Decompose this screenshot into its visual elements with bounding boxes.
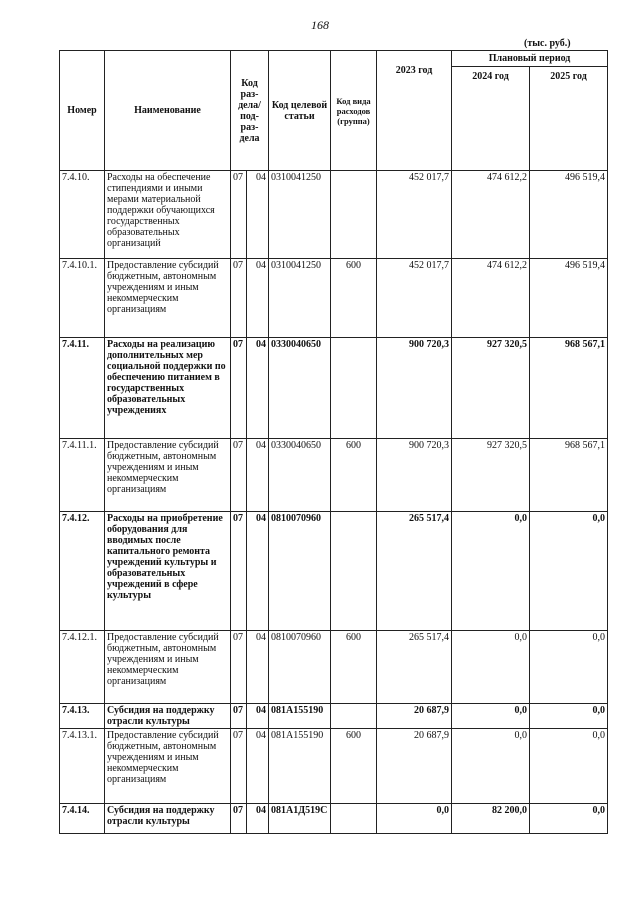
row-subsection-code: 04: [247, 259, 269, 338]
row-amount-2023: 20 687,9: [377, 729, 452, 804]
row-section-code: 07: [231, 804, 247, 834]
row-amount-2024: 927 320,5: [452, 439, 530, 512]
table-row: [60, 338, 608, 439]
budget-table: [59, 50, 608, 834]
row-target-code: 0810070960: [269, 631, 331, 704]
row-expense-type-code: 600: [331, 259, 377, 338]
row-amount-2025: 968 567,1: [530, 439, 608, 512]
row-section-code: 07: [231, 729, 247, 804]
units-label: (тыс. руб.): [524, 38, 571, 49]
header-number: Номер: [60, 51, 105, 171]
row-amount-2023: 452 017,7: [377, 171, 452, 259]
row-expense-type-code: [331, 171, 377, 259]
header-expense-type-code: Код вида расходов (группа): [331, 51, 377, 171]
header-section-code: Код раз-дела/ под-раз-дела: [231, 51, 269, 171]
row-subsection-code: 04: [247, 704, 269, 729]
row-target-code: 0330040650: [269, 439, 331, 512]
row-number: 7.4.10.: [60, 171, 105, 259]
row-expense-type-code: [331, 804, 377, 834]
table-row: [60, 631, 608, 704]
row-amount-2023: 265 517,4: [377, 512, 452, 631]
row-name: Предоставление субсидий бюджетным, автономным учреждениям и иным некоммерческим организациям: [105, 631, 231, 704]
row-number: 7.4.14.: [60, 804, 105, 834]
row-expense-type-code: [331, 512, 377, 631]
header-2024: 2024 год: [452, 67, 530, 171]
table-row: [60, 704, 608, 729]
row-number: 7.4.13.1.: [60, 729, 105, 804]
row-target-code: 0810070960: [269, 512, 331, 631]
row-subsection-code: 04: [247, 439, 269, 512]
row-number: 7.4.11.1.: [60, 439, 105, 512]
row-section-code: 07: [231, 631, 247, 704]
row-section-code: 07: [231, 338, 247, 439]
row-subsection-code: 04: [247, 171, 269, 259]
row-amount-2025: 0,0: [530, 804, 608, 834]
header-2025: 2025 год: [530, 67, 608, 171]
row-name: Расходы на реализацию дополнительных мер социальной поддержки по обеспечению питанием в государственных образовательных учреждениях: [105, 338, 231, 439]
row-expense-type-code: 600: [331, 631, 377, 704]
table-row: [60, 439, 608, 512]
row-amount-2024: 82 200,0: [452, 804, 530, 834]
row-number: 7.4.11.: [60, 338, 105, 439]
page-number: 168: [311, 18, 329, 32]
row-number: 7.4.10.1.: [60, 259, 105, 338]
header-target-code: Код целевой статьи: [269, 51, 331, 171]
row-expense-type-code: [331, 704, 377, 729]
row-amount-2025: 0,0: [530, 704, 608, 729]
row-amount-2025: 0,0: [530, 631, 608, 704]
row-number: 7.4.12.: [60, 512, 105, 631]
table-row: [60, 804, 608, 834]
row-amount-2025: 496 519,4: [530, 171, 608, 259]
row-target-code: 0310041250: [269, 259, 331, 338]
row-name: Предоставление субсидий бюджетным, автономным учреждениям и иным некоммерческим организациям: [105, 439, 231, 512]
table-row: [60, 171, 608, 259]
row-expense-type-code: 600: [331, 439, 377, 512]
table-row: [60, 259, 608, 338]
row-amount-2025: 0,0: [530, 512, 608, 631]
row-subsection-code: 04: [247, 512, 269, 631]
row-amount-2023: 265 517,4: [377, 631, 452, 704]
row-target-code: 081A155190: [269, 704, 331, 729]
row-amount-2024: 0,0: [452, 631, 530, 704]
row-amount-2025: 0,0: [530, 729, 608, 804]
row-amount-2025: 968 567,1: [530, 338, 608, 439]
row-section-code: 07: [231, 439, 247, 512]
header-planned-period: Плановый период: [452, 51, 608, 67]
header-2023: 2023 год: [377, 51, 452, 171]
row-amount-2024: 474 612,2: [452, 171, 530, 259]
row-number: 7.4.12.1.: [60, 631, 105, 704]
row-subsection-code: 04: [247, 804, 269, 834]
row-amount-2025: 496 519,4: [530, 259, 608, 338]
row-number: 7.4.13.: [60, 704, 105, 729]
row-subsection-code: 04: [247, 631, 269, 704]
table-row: [60, 729, 608, 804]
row-section-code: 07: [231, 171, 247, 259]
row-amount-2023: 0,0: [377, 804, 452, 834]
row-name: Расходы на приобретение оборудования для вводимых после капитального ремонта учреждений культуры и образовательных учреждений в сфере культуры: [105, 512, 231, 631]
row-amount-2023: 900 720,3: [377, 338, 452, 439]
header-name: Наименование: [105, 51, 231, 171]
row-amount-2023: 900 720,3: [377, 439, 452, 512]
row-expense-type-code: [331, 338, 377, 439]
row-section-code: 07: [231, 704, 247, 729]
row-amount-2024: 927 320,5: [452, 338, 530, 439]
row-amount-2024: 474 612,2: [452, 259, 530, 338]
row-amount-2023: 452 017,7: [377, 259, 452, 338]
row-name: Расходы на обеспечение стипендиями и иными мерами материальной поддержки обучающихся государственных образовательных организаций: [105, 171, 231, 259]
table-row: [60, 512, 608, 631]
row-target-code: 081А1Д519С: [269, 804, 331, 834]
row-section-code: 07: [231, 259, 247, 338]
row-name: Субсидия на поддержку отрасли культуры: [105, 804, 231, 834]
row-target-code: 0310041250: [269, 171, 331, 259]
row-name: Предоставление субсидий бюджетным, автономным учреждениям и иным некоммерческим организациям: [105, 259, 231, 338]
row-subsection-code: 04: [247, 729, 269, 804]
row-target-code: 0330040650: [269, 338, 331, 439]
row-section-code: 07: [231, 512, 247, 631]
row-amount-2023: 20 687,9: [377, 704, 452, 729]
row-amount-2024: 0,0: [452, 729, 530, 804]
row-name: Предоставление субсидий бюджетным, автономным учреждениям и иным некоммерческим организациям: [105, 729, 231, 804]
row-amount-2024: 0,0: [452, 704, 530, 729]
row-subsection-code: 04: [247, 338, 269, 439]
row-expense-type-code: 600: [331, 729, 377, 804]
row-amount-2024: 0,0: [452, 512, 530, 631]
row-name: Субсидия на поддержку отрасли культуры: [105, 704, 231, 729]
row-target-code: 081A155190: [269, 729, 331, 804]
